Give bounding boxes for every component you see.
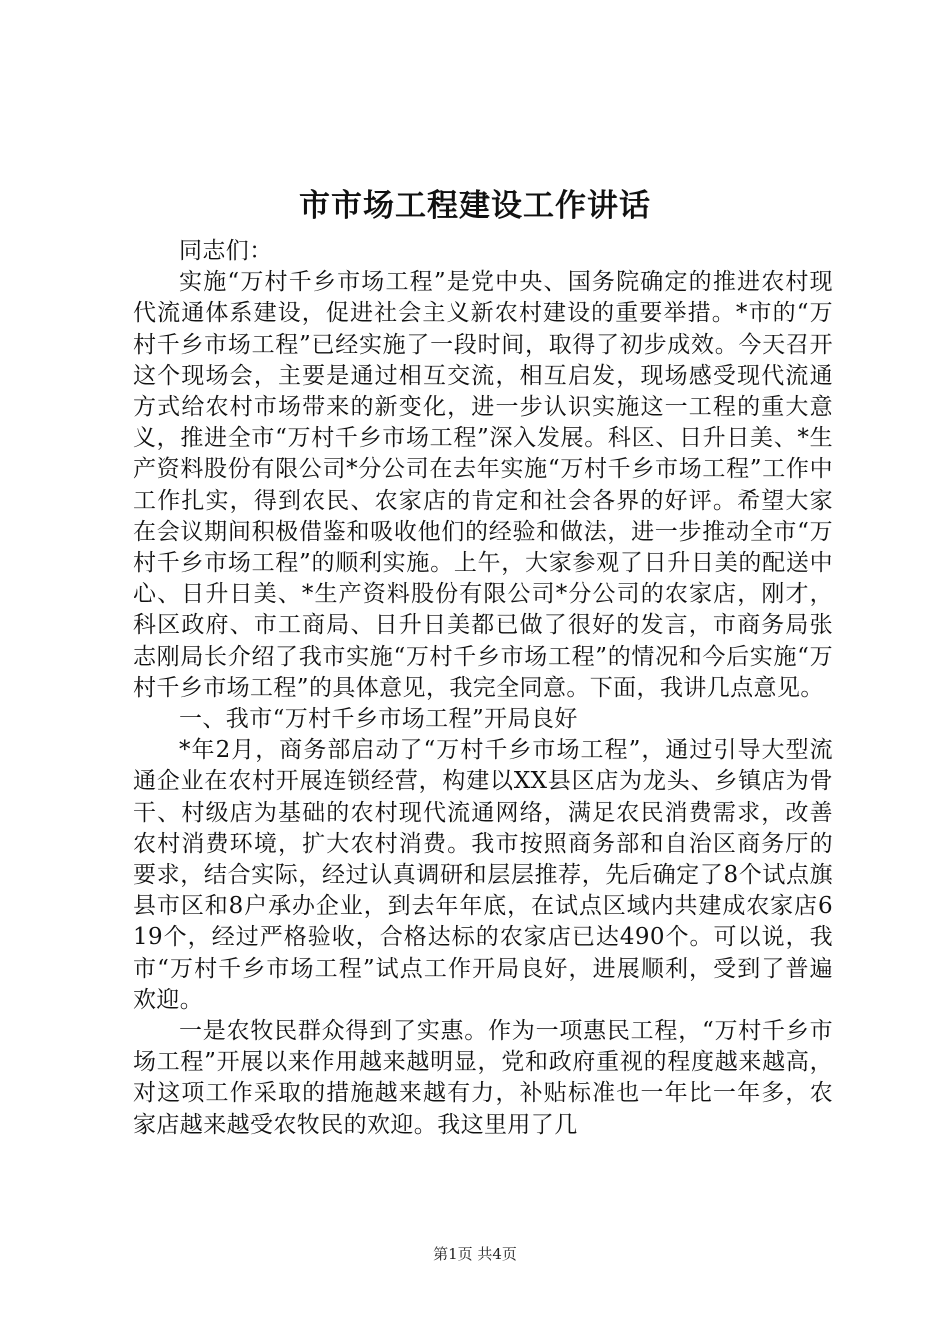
document-title: 市市场工程建设工作讲话 [299,188,651,224]
section-heading: 一、我市“万村千乡市场工程”开局良好 [179,706,578,733]
paragraph: *年2月，商务部启动了“万村千乡市场工程”，通过引导大型流通企业在农村开展连锁经营，构建以XX县区店为龙头、乡镇店为骨干、村级店为基础的农村现代流通网络，满足农民消费需求，改善农村消费环境，扩大农村消费。我市按照商务部和自治区商务厅的要求，结合实际，经过认真调研和层层推荐，先后确定了8个试点旗县市区和8户承办企业，到去年年底，在试点区域内共建成农家店619个，经过严格验收，合格达标的农家店已达490个。可以说，我市“万村千乡市场工程”试点工作开局良好，进展顺利，受到了普遍欢迎。 [133,737,833,1013]
page-number-footer: 第1页 共4页 [433,1245,517,1263]
salutation: 同志们： [179,238,273,264]
document-body [133,236,833,1141]
paragraph: 实施“万村千乡市场工程”是党中央、国务院确定的推进农村现代流通体系建设，促进社会主义新农村建设的重要举措。*市的“万村千乡市场工程”已经实施了一段时间，取得了初步成效。今天召开这个现场会，主要是通过相互交流，相互启发，现场感受现代流通方式给农村市场带来的新变化，进一步认识实施这一工程的重大意义，推进全市“万村千乡市场工程”深入发展。科区、日升日美、*生产资料股份有限公司*分公司在去年实施“万村千乡市场工程”工作中工作扎实，得到农民、农家店的肯定和社会各界的好评。希望大家在会议期间积极借鉴和吸收他们的经验和做法，进一步推动全市“万村千乡市场工程”的顺利实施。上午，大家参观了日升日美的配送中心、日升日美、*生产资料股份有限公司*分公司的农家店，刚才，科区政府、市工商局、日升日美都已做了很好的发言，市商务局张志刚局长介绍了我市实施“万村千乡市场工程”的情况和今后实施“万村千乡市场工程”的具体意见，我完全同意。下面，我讲几点意见。 [133,269,833,701]
paragraph: 一是农牧民群众得到了实惠。作为一项惠民工程，“万村千乡市场工程”开展以来作用越来越明显，党和政府重视的程度越来越高，对这项工作采取的措施越来越有力，补贴标准也一年比一年多，农家店越来越受农牧民的欢迎。我这里用了几 [133,1018,833,1138]
